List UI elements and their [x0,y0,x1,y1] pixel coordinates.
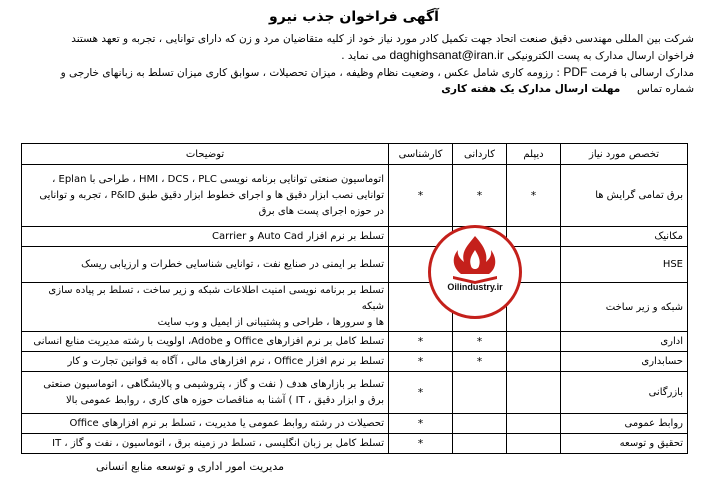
header-diploma: دیپلم [507,144,561,165]
description-cell [22,227,389,247]
bachelor-cell: * [389,165,453,227]
description-cell [22,283,389,332]
specialty-cell: حسابداری [561,352,688,372]
intro-line-4 [8,81,694,97]
table-row [22,414,688,434]
description-line: اتوماسیون صنعتی توانایی برنامه نویسی HMI ، DCS ، PLC ، طراحی با Eplan ، [52,173,384,185]
table-row [22,283,688,332]
associate-cell: * [453,352,507,372]
table-row [22,372,688,414]
diploma-cell [507,434,561,454]
intro-line-3-end: : رزومه کاری شامل عکس ، وضعیت نظام وظیفه ، میزان تحصیلات ، سوابق کاری میزان تسلط به زبانهای خارجی و [60,67,560,79]
oilindustry-logo [428,225,522,319]
specialty-cell: شبکه و زیر ساخت [561,283,688,332]
diploma-cell [507,332,561,352]
description-line: در حوزه اجرای پست های برق [258,205,384,217]
associate-cell [453,414,507,434]
intro-line-2-end: می نماید . [341,50,387,62]
table-row [22,247,688,283]
deadline-text: مهلت ارسال مدارک یک هفته کاری [441,83,621,95]
description-cell [22,434,389,454]
description-cell [22,247,389,283]
contact-number-label: شماره تماس [637,83,694,95]
description-line: تسلط بر بازارهای هدف ( نفت و گاز ، پتروشیمی و پالایشگاهی ، اتوماسیون صنعتی [43,378,384,390]
description-cell [22,414,389,434]
associate-cell [453,372,507,414]
specialty-cell: برق تمامی گرایش ها [561,165,688,227]
table-row [22,352,688,372]
specialty-cell: HSE [561,247,688,283]
table-row [22,165,688,227]
intro-line-2 [8,47,694,64]
diploma-cell: * [507,165,561,227]
description-line: تحصیلات در رشته روابط عمومی یا مدیریت ، تسلط بر نرم افزارهای Office [69,417,384,429]
diploma-cell [507,352,561,372]
intro-line-2-text: فراخوان ارسال مدارک به پست الکترونیکی [507,50,694,62]
associate-cell [453,434,507,454]
intro-line-3-text: مدارک ارسالی با فرمت [590,67,694,79]
diploma-cell [507,372,561,414]
specialty-cell: اداری [561,332,688,352]
table-body [22,165,688,454]
logo-text: Oilindustry.ir [447,282,503,292]
intro-paragraph [8,31,694,97]
footer-signature: مدیریت امور اداری و توسعه منابع انسانی [96,460,284,473]
email-address[interactable]: daghighsanat@iran.ir [389,48,504,62]
specialty-cell: مکانیک [561,227,688,247]
intro-line-3 [8,64,694,81]
description-cell [22,165,389,227]
bachelor-cell: * [389,434,453,454]
associate-cell: * [453,332,507,352]
description-line: تسلط بر ایمنی در صنایع نفت ، توانایی شناسایی خطرات و ارزیابی ریسک [81,258,384,270]
table-row [22,332,688,352]
bachelor-cell: * [389,352,453,372]
description-line: تسلط کامل بر زبان انگلیسی ، تسلط در زمینه برق ، اتوماسیون ، نفت و گاز ، IT [52,437,384,449]
flame-book-icon [431,228,519,316]
header-specialty: تخصص مورد نیاز [561,144,688,165]
header-description: توضیحات [22,144,389,165]
table-row [22,434,688,454]
description-line: تسلط بر برنامه نویسی امنیت اطلاعات شبکه و زیر ساخت ، تسلط بر پیاده سازی شبکه [48,285,384,312]
bachelor-cell: * [389,414,453,434]
description-line: تسلط بر نرم افزار Auto Cad و Carrier [212,230,384,242]
description-line: تسلط بر نرم افزار Office ، نرم افزارهای مالی ، آگاه به قوانین تجارت و کار [67,355,384,367]
specialty-cell: تحقیق و توسعه [561,434,688,454]
table-header-row [22,144,688,165]
table-row [22,227,688,247]
description-line: توانایی نصب ابزار دقیق ها و اجرای خطوط ابزار دقیق طبق P&ID ، تجربه و توانایی [39,189,384,201]
intro-line-1: شرکت بین المللی مهندسی دقیق صنعت اتحاد جهت تکمیل کادر مورد نیاز خود از کلیه متقاضیان مرد و زن که دارای توانایی ، تجربه و تعهد هستند [71,33,694,45]
specialty-cell: بازرگانی [561,372,688,414]
requirements-table [21,143,688,454]
description-cell [22,372,389,414]
diploma-cell [507,414,561,434]
bachelor-cell: * [389,332,453,352]
description-line: برق و ابزار دقیق ، IT ) آشنا به مناقصات حوزه های کاری ، روابط عمومی بالا [65,394,384,406]
bachelor-cell: * [389,372,453,414]
description-cell [22,332,389,352]
specialty-cell: روابط عمومی [561,414,688,434]
associate-cell: * [453,165,507,227]
header-associate: کاردانی [453,144,507,165]
announcement-title: آگهی فراخوان جذب نیرو [269,9,439,25]
header-bachelor: کارشناسی [389,144,453,165]
description-line: ها و سرورها ، طراحی و پشتیبانی از ایمیل و وب سایت [157,317,384,328]
description-cell [22,352,389,372]
description-line: تسلط کامل بر نرم افزارهای Office و Adobe، اولویت با رشته مدیریت منابع انسانی [33,335,384,347]
file-format: PDF [563,65,588,79]
